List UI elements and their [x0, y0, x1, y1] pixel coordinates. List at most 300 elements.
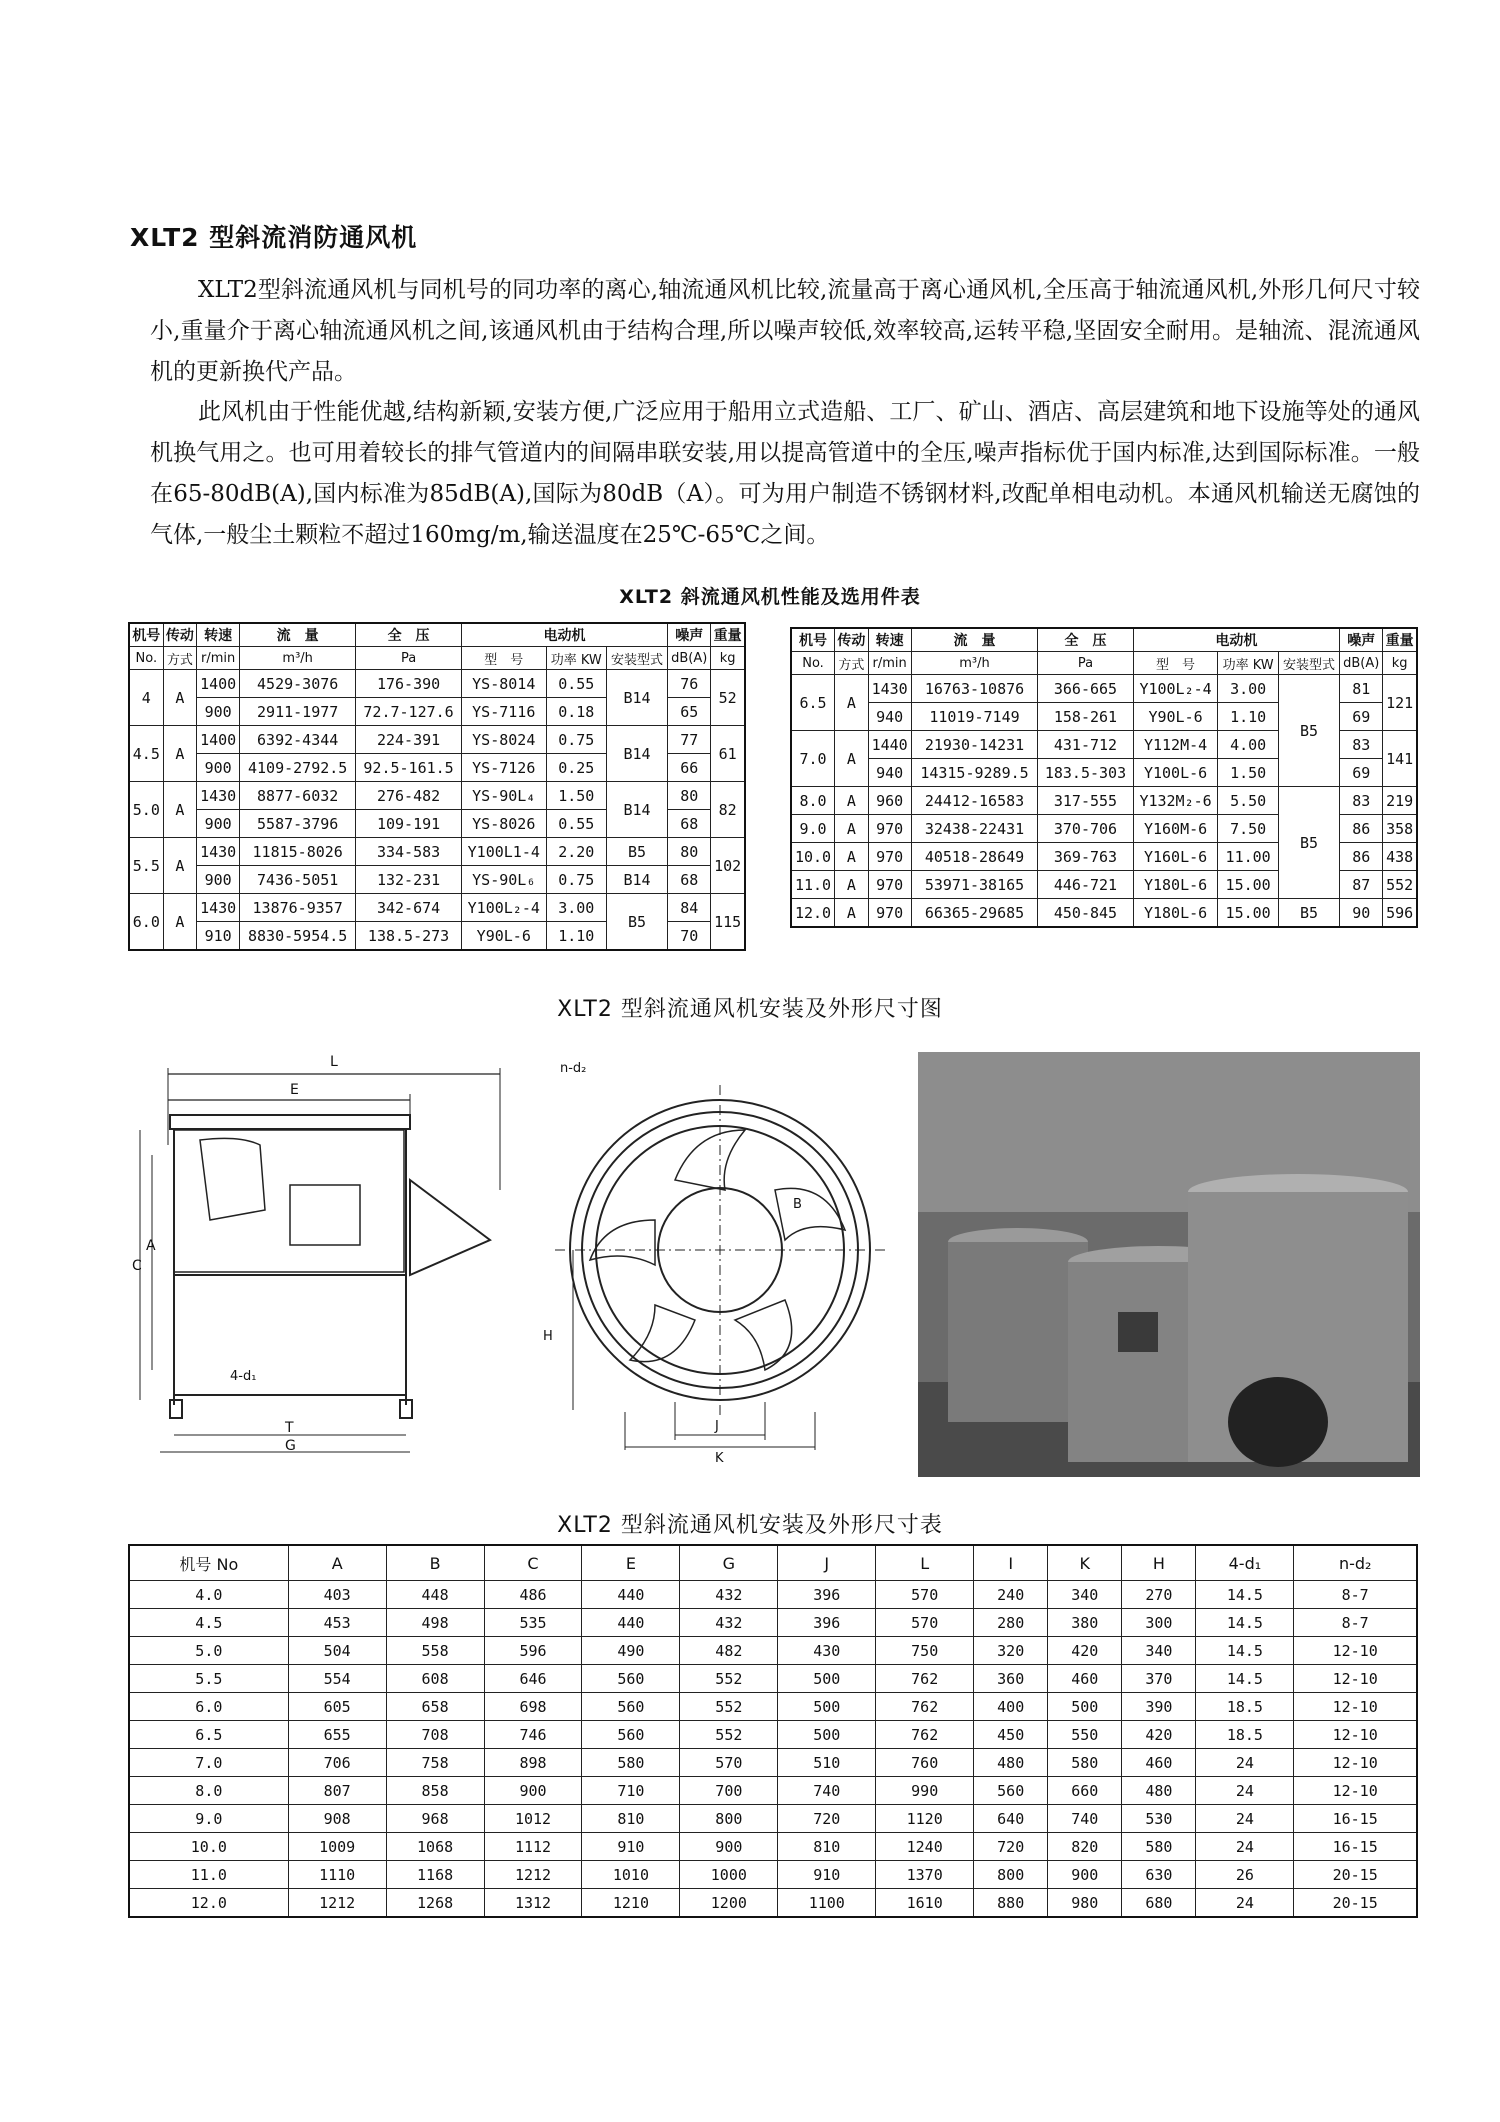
unit-dba: dB(A) — [668, 647, 711, 670]
cell-pressure: 92.5-161.5 — [356, 754, 462, 782]
dim-cell: 1200 — [680, 1889, 778, 1918]
cell-power: 15.00 — [1218, 871, 1278, 899]
dim-cell: 1068 — [386, 1833, 484, 1861]
table-row — [129, 1581, 1417, 1609]
col-diandongji: 电动机 — [1133, 628, 1340, 652]
dim-cell: 535 — [484, 1609, 582, 1637]
cell-power: 0.55 — [546, 810, 606, 838]
table-row — [129, 1833, 1417, 1861]
dim-cell: 740 — [1048, 1805, 1122, 1833]
dim-cell: 800 — [974, 1861, 1048, 1889]
cell-mount: B5 — [1278, 787, 1339, 899]
table-row — [791, 787, 1417, 815]
dim-cell: 1012 — [484, 1805, 582, 1833]
cell-mode: A — [835, 815, 869, 843]
dim-cell: 448 — [386, 1581, 484, 1609]
dim-cell: 762 — [876, 1665, 974, 1693]
dim-cell: 660 — [1048, 1777, 1122, 1805]
label-T: T — [285, 1420, 294, 1436]
unit-gonglv: 功率 KW — [1218, 652, 1278, 675]
cell-noise: 87 — [1340, 871, 1383, 899]
cell-noise: 68 — [668, 866, 711, 894]
dim-header: 机号 No — [129, 1545, 288, 1581]
cell-model: Y90L-6 — [1133, 703, 1218, 731]
dim-cell: 8-7 — [1294, 1609, 1417, 1637]
cell-mode: A — [835, 675, 869, 731]
cell-mode: A — [835, 731, 869, 787]
dim-cell: 380 — [1048, 1609, 1122, 1637]
dim-cell: 746 — [484, 1721, 582, 1749]
cell-no: 6.0 — [129, 894, 163, 951]
cell-flow: 6392-4344 — [240, 726, 356, 754]
cell-flow: 5587-3796 — [240, 810, 356, 838]
cell-power: 0.75 — [546, 866, 606, 894]
dim-cell: 1000 — [680, 1861, 778, 1889]
dim-cell: 1168 — [386, 1861, 484, 1889]
cell-no: 11.0 — [791, 871, 835, 899]
cell-flow: 7436-5051 — [240, 866, 356, 894]
cell-noise: 80 — [668, 782, 711, 810]
dim-cell: 12-10 — [1294, 1749, 1417, 1777]
dim-cell: 4.5 — [129, 1609, 288, 1637]
cell-speed: 900 — [197, 810, 240, 838]
dim-cell: 550 — [1048, 1721, 1122, 1749]
cell-mode: A — [835, 899, 869, 928]
label-H: H — [543, 1329, 553, 1344]
cell-flow: 40518-28649 — [911, 843, 1038, 871]
cell-weight: 115 — [711, 894, 745, 951]
cell-power: 3.00 — [546, 894, 606, 922]
table-row — [129, 1805, 1417, 1833]
dim-cell: 320 — [974, 1637, 1048, 1665]
table-row — [129, 1721, 1417, 1749]
cell-speed: 960 — [868, 787, 911, 815]
cell-mode: A — [163, 894, 197, 951]
cell-model: Y160M-6 — [1133, 815, 1218, 843]
unit-fangshi: 方式 — [835, 652, 869, 675]
cell-pressure: 183.5-303 — [1038, 759, 1133, 787]
dim-cell: 1610 — [876, 1889, 974, 1918]
cell-no: 4 — [129, 670, 163, 726]
dim-cell: 880 — [974, 1889, 1048, 1918]
dim-cell: 450 — [974, 1721, 1048, 1749]
cell-noise: 70 — [668, 922, 711, 951]
dim-cell: 20-15 — [1294, 1889, 1417, 1918]
table-row — [129, 866, 745, 894]
table-row — [129, 1861, 1417, 1889]
table-row — [129, 726, 745, 754]
dim-cell: 1010 — [582, 1861, 680, 1889]
cell-no: 9.0 — [791, 815, 835, 843]
cell-speed: 970 — [868, 899, 911, 928]
dim-cell: 1100 — [778, 1889, 876, 1918]
dim-cell: 14.5 — [1196, 1581, 1294, 1609]
dim-header: L — [876, 1545, 974, 1581]
dim-cell: 300 — [1122, 1609, 1196, 1637]
dim-cell: 1212 — [288, 1889, 386, 1918]
label-A: A — [146, 1238, 156, 1254]
table-row — [791, 675, 1417, 703]
cell-flow: 11019-7149 — [911, 703, 1038, 731]
cell-noise: 69 — [1340, 703, 1383, 731]
dim-cell: 720 — [974, 1833, 1048, 1861]
dim-cell: 453 — [288, 1609, 386, 1637]
cell-speed: 1430 — [197, 894, 240, 922]
cell-no: 4.5 — [129, 726, 163, 782]
dim-cell: 24 — [1196, 1777, 1294, 1805]
cell-speed: 970 — [868, 871, 911, 899]
cell-noise: 77 — [668, 726, 711, 754]
dim-cell: 5.0 — [129, 1637, 288, 1665]
dim-cell: 14.5 — [1196, 1637, 1294, 1665]
unit-m3h: m³/h — [911, 652, 1038, 675]
dim-cell: 580 — [1048, 1749, 1122, 1777]
cell-speed: 1440 — [868, 731, 911, 759]
dimension-table-title: XLT2 型斜流通风机安装及外形尺寸表 — [557, 1513, 943, 1538]
cell-model: Y160L-6 — [1133, 843, 1218, 871]
dim-cell: 560 — [974, 1777, 1048, 1805]
dim-cell: 706 — [288, 1749, 386, 1777]
application-paragraph: 此风机由于性能优越,结构新颖,安装方便,广泛应用于船用立式造船、工厂、矿山、酒店、高层建筑和地下设施等处的通风机换气用之。也可用着较长的排气管道内的间隔串联安装,用以提高管道中的全压,噪声指标优于国内标准,达到国际标准。一般在65-80dB(A),国内标准为85dB(A),国际为80dB（A）。可为用户制造不锈钢材料,改配单相电动机。本通风机输送无腐蚀的气体,一般尘土颗粒不超过160mg/m,输送温度在25℃-65℃之间。 — [150, 399, 1420, 548]
cell-no: 12.0 — [791, 899, 835, 928]
table-row — [791, 899, 1417, 928]
dim-header: G — [680, 1545, 778, 1581]
unit-no: No. — [129, 647, 163, 670]
cell-power: 0.18 — [546, 698, 606, 726]
dim-cell: 396 — [778, 1609, 876, 1637]
label-K: K — [715, 1451, 724, 1466]
cell-flow: 32438-22431 — [911, 815, 1038, 843]
cell-model: YS-7116 — [461, 698, 546, 726]
dim-cell: 740 — [778, 1777, 876, 1805]
label-B: B — [793, 1197, 802, 1212]
cell-weight: 121 — [1383, 675, 1417, 731]
cell-weight: 52 — [711, 670, 745, 726]
dim-cell: 432 — [680, 1581, 778, 1609]
cell-speed: 900 — [197, 866, 240, 894]
dim-cell: 12-10 — [1294, 1665, 1417, 1693]
dim-cell: 370 — [1122, 1665, 1196, 1693]
dim-cell: 708 — [386, 1721, 484, 1749]
cell-flow: 13876-9357 — [240, 894, 356, 922]
unit-rmin: r/min — [868, 652, 911, 675]
cell-flow: 21930-14231 — [911, 731, 1038, 759]
dim-cell: 900 — [680, 1833, 778, 1861]
dim-cell: 900 — [1048, 1861, 1122, 1889]
cell-pressure: 276-482 — [356, 782, 462, 810]
dim-cell: 655 — [288, 1721, 386, 1749]
dim-cell: 554 — [288, 1665, 386, 1693]
col-zhongliang: 重量 — [711, 623, 745, 647]
table-row — [129, 670, 745, 698]
dim-cell: 240 — [974, 1581, 1048, 1609]
cell-speed: 910 — [197, 922, 240, 951]
dim-cell: 24 — [1196, 1833, 1294, 1861]
cell-mode: A — [835, 843, 869, 871]
cell-weight: 552 — [1383, 871, 1417, 899]
dim-cell: 558 — [386, 1637, 484, 1665]
dim-cell: 560 — [582, 1665, 680, 1693]
dim-cell: 968 — [386, 1805, 484, 1833]
dim-cell: 12-10 — [1294, 1693, 1417, 1721]
cell-power: 0.75 — [546, 726, 606, 754]
cell-noise: 66 — [668, 754, 711, 782]
cell-weight: 596 — [1383, 899, 1417, 928]
dim-cell: 8.0 — [129, 1777, 288, 1805]
label-G: G — [285, 1438, 296, 1454]
dim-cell: 570 — [680, 1749, 778, 1777]
side-elevation-drawing — [110, 1050, 530, 1470]
dim-cell: 420 — [1122, 1721, 1196, 1749]
dim-cell: 480 — [1122, 1777, 1196, 1805]
cell-mount: B5 — [606, 894, 667, 951]
dim-cell: 1370 — [876, 1861, 974, 1889]
table-row — [129, 1693, 1417, 1721]
cell-mode: A — [163, 726, 197, 782]
col-diandongji: 电动机 — [461, 623, 667, 647]
table-row — [129, 1889, 1417, 1918]
dimension-table — [128, 1544, 1418, 1918]
cell-flow: 8830-5954.5 — [240, 922, 356, 951]
cell-mount: B14 — [606, 726, 667, 782]
dim-cell: 12-10 — [1294, 1721, 1417, 1749]
dim-cell: 504 — [288, 1637, 386, 1665]
dim-cell: 980 — [1048, 1889, 1122, 1918]
unit-rmin: r/min — [197, 647, 240, 670]
document-title: XLT2 型斜流消防通风机 — [130, 223, 418, 252]
dim-cell: 1009 — [288, 1833, 386, 1861]
dim-cell: 810 — [778, 1833, 876, 1861]
dim-cell: 14.5 — [1196, 1609, 1294, 1637]
cell-pressure: 370-706 — [1038, 815, 1133, 843]
cell-mode: A — [835, 787, 869, 815]
dim-cell: 16-15 — [1294, 1805, 1417, 1833]
cell-model: YS-8026 — [461, 810, 546, 838]
dim-cell: 858 — [386, 1777, 484, 1805]
dim-cell: 608 — [386, 1665, 484, 1693]
dim-cell: 560 — [582, 1693, 680, 1721]
cell-power: 0.25 — [546, 754, 606, 782]
dim-cell: 4.0 — [129, 1581, 288, 1609]
dim-cell: 24 — [1196, 1805, 1294, 1833]
cell-no: 5.0 — [129, 782, 163, 838]
performance-table-title: XLT2 斜流通风机性能及选用件表 — [619, 586, 921, 608]
dim-header: K — [1048, 1545, 1122, 1581]
cell-speed: 940 — [868, 759, 911, 787]
label-E: E — [290, 1082, 299, 1098]
cell-weight: 438 — [1383, 843, 1417, 871]
dim-cell: 908 — [288, 1805, 386, 1833]
dim-cell: 7.0 — [129, 1749, 288, 1777]
dim-cell: 720 — [778, 1805, 876, 1833]
cell-mount: B5 — [606, 838, 667, 866]
table-row — [129, 1665, 1417, 1693]
dim-cell: 1120 — [876, 1805, 974, 1833]
dim-cell: 26 — [1196, 1861, 1294, 1889]
dim-cell: 12.0 — [129, 1889, 288, 1918]
cell-weight: 61 — [711, 726, 745, 782]
cell-noise: 76 — [668, 670, 711, 698]
dim-cell: 552 — [680, 1665, 778, 1693]
dim-header: B — [386, 1545, 484, 1581]
dim-cell: 807 — [288, 1777, 386, 1805]
dim-cell: 1212 — [484, 1861, 582, 1889]
cell-mount: B14 — [606, 866, 667, 894]
cell-flow: 8877-6032 — [240, 782, 356, 810]
cell-flow: 4529-3076 — [240, 670, 356, 698]
label-C: C — [132, 1258, 142, 1274]
dim-cell: 24 — [1196, 1749, 1294, 1777]
cell-flow: 2911-1977 — [240, 698, 356, 726]
dim-cell: 750 — [876, 1637, 974, 1665]
dim-cell: 11.0 — [129, 1861, 288, 1889]
cell-power: 1.10 — [1218, 703, 1278, 731]
unit-anzhuang: 安装型式 — [606, 647, 667, 670]
dim-cell: 630 — [1122, 1861, 1196, 1889]
dim-cell: 12-10 — [1294, 1777, 1417, 1805]
dim-cell: 500 — [778, 1665, 876, 1693]
cell-model: YS-8014 — [461, 670, 546, 698]
dim-cell: 530 — [1122, 1805, 1196, 1833]
cell-pressure: 369-763 — [1038, 843, 1133, 871]
dim-cell: 510 — [778, 1749, 876, 1777]
performance-table-left — [128, 622, 746, 951]
dim-cell: 12-10 — [1294, 1637, 1417, 1665]
dim-cell: 898 — [484, 1749, 582, 1777]
unit-xinghao: 型 号 — [1133, 652, 1218, 675]
cell-noise: 83 — [1340, 731, 1383, 759]
dim-cell: 6.0 — [129, 1693, 288, 1721]
dim-cell: 10.0 — [129, 1833, 288, 1861]
dim-header: n-d₂ — [1294, 1545, 1417, 1581]
cell-mount: B5 — [1278, 675, 1339, 787]
dim-cell: 700 — [680, 1777, 778, 1805]
dim-cell: 460 — [1122, 1749, 1196, 1777]
label-J: J — [715, 1419, 719, 1434]
cell-model: YS-90L₆ — [461, 866, 546, 894]
drawing-title: XLT2 型斜流通风机安装及外形尺寸图 — [557, 997, 943, 1022]
dim-cell: 482 — [680, 1637, 778, 1665]
dim-header: A — [288, 1545, 386, 1581]
cell-noise: 68 — [668, 810, 711, 838]
table-row — [129, 894, 745, 922]
col-zhuansu: 转速 — [868, 628, 911, 652]
dim-cell: 646 — [484, 1665, 582, 1693]
dim-cell: 560 — [582, 1721, 680, 1749]
table-row — [129, 1609, 1417, 1637]
dim-cell: 762 — [876, 1693, 974, 1721]
dim-cell: 552 — [680, 1693, 778, 1721]
dim-cell: 8-7 — [1294, 1581, 1417, 1609]
unit-kg: kg — [711, 647, 745, 670]
cell-noise: 86 — [1340, 815, 1383, 843]
dim-cell: 710 — [582, 1777, 680, 1805]
cell-no: 7.0 — [791, 731, 835, 787]
cell-speed: 1400 — [197, 726, 240, 754]
cell-model: Y132M₂-6 — [1133, 787, 1218, 815]
dim-cell: 486 — [484, 1581, 582, 1609]
dim-cell: 1240 — [876, 1833, 974, 1861]
dim-cell: 440 — [582, 1581, 680, 1609]
col-zaosheng: 噪声 — [668, 623, 711, 647]
cell-mode: A — [163, 838, 197, 894]
dim-cell: 900 — [484, 1777, 582, 1805]
cell-model: Y112M-4 — [1133, 731, 1218, 759]
col-chuandong: 传动 — [163, 623, 197, 647]
dim-cell: 760 — [876, 1749, 974, 1777]
cell-speed: 900 — [197, 698, 240, 726]
cell-pressure: 72.7-127.6 — [356, 698, 462, 726]
unit-anzhuang: 安装型式 — [1278, 652, 1339, 675]
unit-no: No. — [791, 652, 835, 675]
cell-power: 4.00 — [1218, 731, 1278, 759]
cell-pressure: 446-721 — [1038, 871, 1133, 899]
dim-cell: 400 — [974, 1693, 1048, 1721]
product-photo — [918, 1052, 1420, 1477]
cell-pressure: 334-583 — [356, 838, 462, 866]
dim-cell: 820 — [1048, 1833, 1122, 1861]
unit-dba: dB(A) — [1340, 652, 1383, 675]
dim-cell: 1210 — [582, 1889, 680, 1918]
dim-cell: 270 — [1122, 1581, 1196, 1609]
cell-mode: A — [163, 670, 197, 726]
cell-flow: 11815-8026 — [240, 838, 356, 866]
cell-power: 5.50 — [1218, 787, 1278, 815]
col-quanya: 全 压 — [356, 623, 462, 647]
cell-speed: 1400 — [197, 670, 240, 698]
col-zhongliang: 重量 — [1383, 628, 1417, 652]
cell-pressure: 366-665 — [1038, 675, 1133, 703]
dim-cell: 1112 — [484, 1833, 582, 1861]
dim-cell: 570 — [876, 1609, 974, 1637]
cell-mode: A — [163, 782, 197, 838]
col-zaosheng: 噪声 — [1340, 628, 1383, 652]
cell-power: 11.00 — [1218, 843, 1278, 871]
dim-cell: 340 — [1122, 1637, 1196, 1665]
cell-no: 8.0 — [791, 787, 835, 815]
cell-speed: 1430 — [868, 675, 911, 703]
cell-model: YS-90L₄ — [461, 782, 546, 810]
dim-cell: 460 — [1048, 1665, 1122, 1693]
dim-header: 4-d₁ — [1196, 1545, 1294, 1581]
table-row — [129, 1777, 1417, 1805]
dim-cell: 6.5 — [129, 1721, 288, 1749]
dim-cell: 658 — [386, 1693, 484, 1721]
cell-model: Y180L-6 — [1133, 899, 1218, 928]
dim-cell: 552 — [680, 1721, 778, 1749]
cell-model: Y180L-6 — [1133, 871, 1218, 899]
col-jihao: 机号 — [791, 628, 835, 652]
col-liuliang: 流 量 — [240, 623, 356, 647]
dim-cell: 990 — [876, 1777, 974, 1805]
dim-cell: 432 — [680, 1609, 778, 1637]
cell-no: 5.5 — [129, 838, 163, 894]
dim-header: C — [484, 1545, 582, 1581]
dim-cell: 16-15 — [1294, 1833, 1417, 1861]
table-row — [129, 782, 745, 810]
unit-pa: Pa — [1038, 652, 1133, 675]
cell-pressure: 158-261 — [1038, 703, 1133, 731]
dim-cell: 910 — [778, 1861, 876, 1889]
cell-power: 1.10 — [546, 922, 606, 951]
dim-cell: 5.5 — [129, 1665, 288, 1693]
cell-speed: 1430 — [197, 782, 240, 810]
dim-cell: 360 — [974, 1665, 1048, 1693]
dim-cell: 24 — [1196, 1889, 1294, 1918]
dim-cell: 20-15 — [1294, 1861, 1417, 1889]
cell-model: Y100L-6 — [1133, 759, 1218, 787]
cell-noise: 84 — [668, 894, 711, 922]
